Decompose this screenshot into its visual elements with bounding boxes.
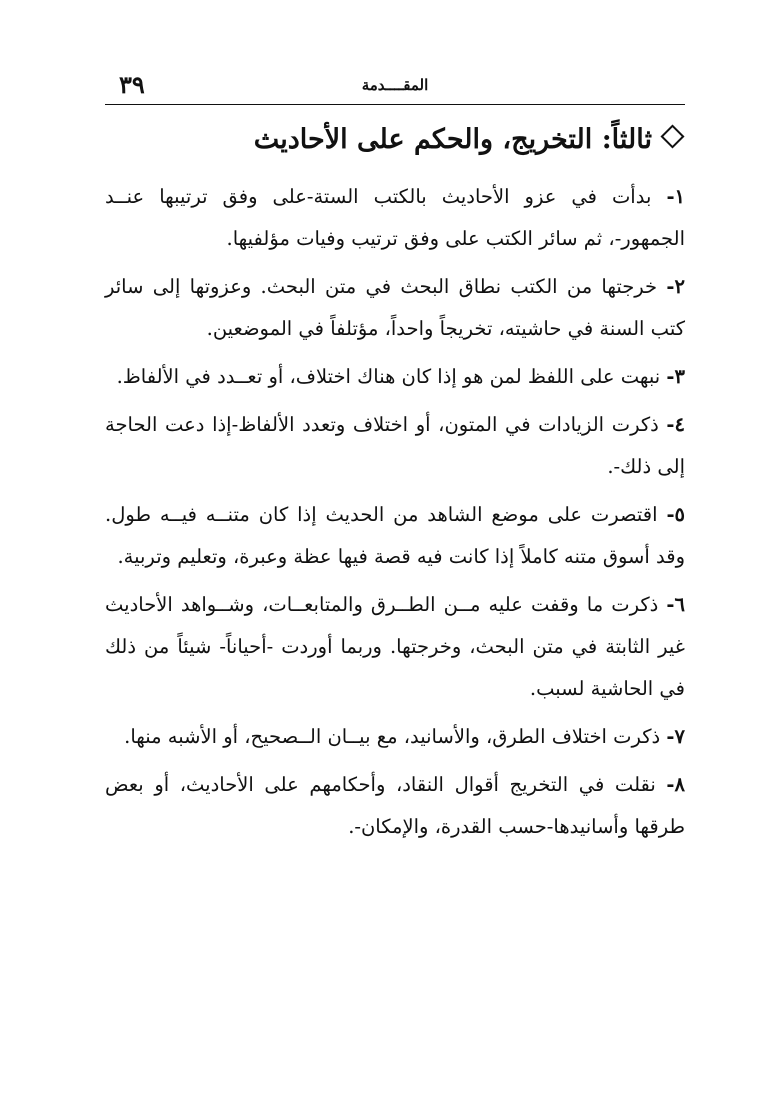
item-number: ٢-: [666, 275, 685, 298]
page-content: [105, 118, 685, 854]
item-number: ٧-: [666, 725, 685, 748]
item-number: ٨-: [666, 773, 685, 796]
page-number: ٣٩: [119, 70, 145, 99]
item-text: اقتصرت على موضع الشاهد من الحديث إذا كان متنــه فيــه طول. وقد أسوق متنه كاملاً إذا كانت فيه قصة فيها عظة وعبرة، وتعليم وتربية.: [105, 503, 685, 568]
item-number: ١-: [666, 185, 686, 208]
header-rule: [105, 104, 685, 105]
item-number: ٤-: [666, 413, 685, 436]
section-heading-text: ثالثاً: التخريج، والحكم على الأحاديث: [253, 124, 652, 155]
list-item: [105, 716, 685, 758]
list-item: [105, 584, 685, 710]
list-item: [105, 176, 685, 260]
item-text: ذكرت ما وقفت عليه مــن الطــرق والمتابعــات، وشــواهد الأحاديث غير الثابتة في متن البحث، وخرجتها. وربما أوردت -أحياناً- شيئاً من ذلك في الحاشية لسبب.: [105, 593, 685, 700]
item-number: ٣-: [666, 365, 685, 388]
list-item: [105, 494, 685, 578]
list-item: [105, 266, 685, 350]
item-text: بدأت في عزو الأحاديث بالكتب الستة-على وفق ترتيبها عنــد الجمهور-، ثم سائر الكتب على وفق ترتيب وفيات مؤلفيها.: [105, 185, 685, 250]
item-text: ذكرت اختلاف الطرق، والأسانيد، مع بيــان الــصحيح، أو الأشبه منها.: [124, 725, 661, 748]
item-number: ٦-: [666, 593, 685, 616]
item-text: ذكرت الزيادات في المتون، أو اختلاف وتعدد الألفاظ-إذا دعت الحاجة إلى ذلك-.: [105, 413, 685, 478]
item-number: ٥-: [666, 503, 686, 526]
item-text: نبهت على اللفظ لمن هو إذا كان هناك اختلاف، أو تعــدد في الألفاظ.: [116, 365, 661, 388]
page-header: [105, 62, 685, 102]
diamond-bullet-icon: [660, 124, 684, 148]
list-item: [105, 356, 685, 398]
list-item: [105, 764, 685, 848]
item-text: خرجتها من الكتب نطاق البحث في متن البحث. وعزوتها إلى سائر كتب السنة في حاشيته، تخريجاً واحداً، مؤتلفاً في الموضعين.: [105, 275, 685, 340]
section-heading: [105, 118, 685, 162]
running-title: المقــــدمة: [361, 76, 429, 94]
item-text: نقلت في التخريج أقوال النقاد، وأحكامهم على الأحاديث، أو بعض طرقها وأسانيدها-حسب القدرة، والإمكان-.: [105, 773, 685, 838]
list-item: [105, 404, 685, 488]
